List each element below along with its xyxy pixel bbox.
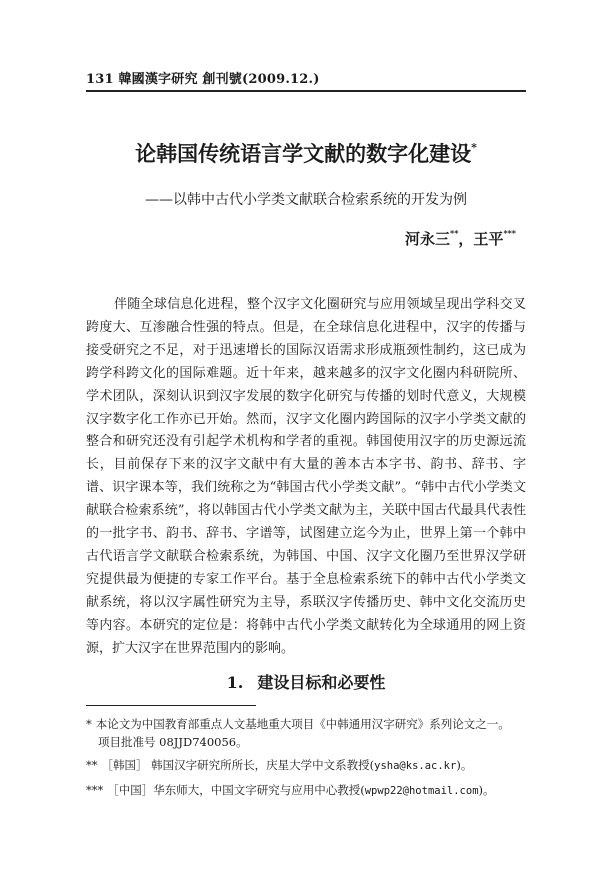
section-heading	[86, 670, 526, 693]
author-line	[405, 228, 516, 249]
author-footnote-mark: ***	[503, 228, 516, 238]
title-footnote-mark: *	[471, 141, 477, 154]
section-number: 1.	[226, 673, 244, 692]
author-name: 河永三	[405, 230, 451, 248]
abstract-paragraph: 伴随全球信息化进程，整个汉字文化圈研究与应用领域呈现出学科交叉跨度大、互渗融合性强的特点。但是，在全球信息化进程中，汉字的传播与接受研究之不足，对于迅速增长的国际汉语需求形成瓶颈性制约，这已成为跨学科跨文化的国际难题。近十年来，越来越多的汉字文化圈内科研院所、学术团队，深刻认识到汉字发展的数字化研究与传播的划时代意义，大规模汉字数字化工作亦已开始。然而，汉字文化圈内跨国际的汉字小学类文献的整合和研究还没有引起学术机构和学者的重视。韩国使用汉字的历史源远流长，目前保存下来的汉字文献中有大量的善本古本字书、韵书、辞书、字谱、识字课本等，我们统称之为“韩国古代小学类文献”。“韩中古代小学类文献联合检索系统”，将以韩国古代小学类文献为主，关联中国古代最具代表性的一批字书、韵书、辞书、字谱等，试图建立迄今为止，世界上第一个韩中古代语言学文献联合检索系统，为韩国、中国、汉字文化圈乃至世界汉学研究提供最为便捷的专家工作平台。基于全息检索系统下的韩中古代小学类文献系统，将以汉字属性研究为主导，系联汉字传播历史、韩中文化交流历史等内容。本研究的定位是：将韩中古代小学类文献转化为全球通用的网上资源，扩大汉字在世界范围内的影响。	[86, 297, 526, 656]
footnote-continuation: 项目批准号 08JJD740056。	[98, 734, 248, 749]
footnote	[86, 716, 531, 751]
footnote-mark: ***	[86, 782, 104, 797]
paper-title-text: 论韩国传统语言学文献的数字化建设	[135, 141, 472, 166]
paper-title	[86, 138, 526, 168]
author-footnote-mark: **	[450, 228, 459, 238]
header-rule	[86, 90, 526, 92]
section-title: 建设目标和必要性	[257, 673, 386, 692]
footnote-text: ［中国］华东师大，中国文字研究与应用中心教授(	[107, 782, 365, 797]
footnote-mark: **	[86, 758, 98, 772]
footnote	[86, 782, 531, 801]
footnote-rule	[86, 705, 256, 706]
footnotes	[86, 716, 531, 806]
footnote-text: 本论文为中国教育部重点人文基地重大项目《中韩通用汉字研究》系列论文之一。	[95, 717, 510, 731]
footnote-text: ［韩国］ 韩国汉字研究所所长，庆星大学中文系教授(	[101, 758, 375, 772]
paper-subtitle: ——以韩中古代小学类文献联合检索系统的开发为例	[145, 192, 467, 208]
footnote-tail: )。	[478, 782, 495, 797]
footnote-email: wpwp22@hotmail.com	[364, 784, 479, 797]
footnote-mark: *	[86, 717, 92, 731]
author-separator: ，	[458, 230, 474, 248]
author-name: 王平	[473, 230, 504, 248]
footnote-tail: )。	[456, 758, 473, 772]
footnote-email: ysha@ks.ac.kr	[374, 760, 457, 772]
footnote	[86, 757, 531, 776]
running-header: 131 韓國漢字研究 創刊號(2009.12.)	[86, 72, 320, 87]
